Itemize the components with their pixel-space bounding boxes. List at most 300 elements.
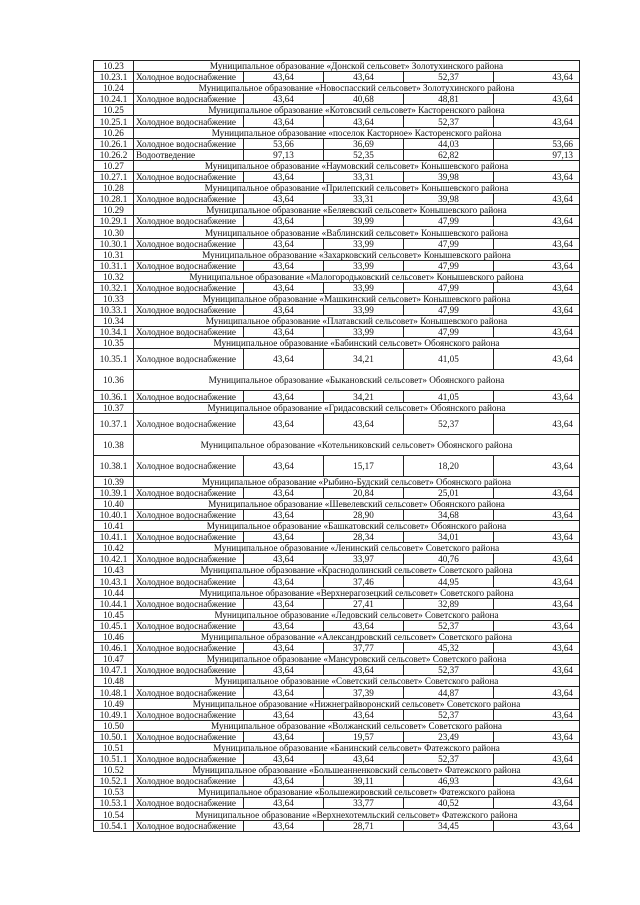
row-number: 10.39.1 <box>94 487 134 498</box>
municipality-row <box>94 370 580 391</box>
municipality-title: Муниципальное образование «Советский сельсовет» Советского района <box>134 676 580 687</box>
municipality-title: Муниципальное образование «Банинский сельсовет» Фатежского района <box>134 742 580 753</box>
tariff-value-2: 37,39 <box>324 687 404 698</box>
row-number: 10.29 <box>94 205 134 216</box>
municipality-row <box>94 271 580 282</box>
row-number: 10.50.1 <box>94 731 134 742</box>
row-number: 10.31.1 <box>94 260 134 271</box>
row-number: 10.23.1 <box>94 72 134 83</box>
tariff-value-4: 43,64 <box>494 349 580 370</box>
tariff-value-3: 41,05 <box>404 391 494 402</box>
municipality-row <box>94 249 580 260</box>
tariff-value-2: 52,35 <box>324 149 404 160</box>
row-number: 10.28.1 <box>94 194 134 205</box>
service-row <box>94 509 580 520</box>
tariff-value-4: 43,64 <box>494 94 580 105</box>
row-number: 10.51 <box>94 742 134 753</box>
municipality-title: Муниципальное образование «Быкановский сельсовет» Обоянского района <box>134 370 580 391</box>
tariff-value-3: 47,99 <box>404 216 494 227</box>
municipality-title: Муниципальное образование «Верхнерагозецкий сельсовет» Советского района <box>134 587 580 598</box>
tariff-value-3: 52,37 <box>404 709 494 720</box>
municipality-title: Муниципальное образование «Донской сельсовет» Золотухинского района <box>134 61 580 72</box>
service-name: Холодное водоснабжение <box>134 327 244 338</box>
municipality-title: Муниципальное образование «Волжанский сельсовет» Советского района <box>134 720 580 731</box>
tariff-value-3: 47,99 <box>404 282 494 293</box>
municipality-row <box>94 476 580 487</box>
service-name: Водоотведение <box>134 149 244 160</box>
tariff-value-3: 47,99 <box>404 327 494 338</box>
municipality-title: Муниципальное образование «Александровский сельсовет» Советского района <box>134 631 580 642</box>
municipality-row <box>94 316 580 327</box>
municipality-row <box>94 720 580 731</box>
tariff-value-4: 43,64 <box>494 216 580 227</box>
tariff-value-4: 43,64 <box>494 820 580 831</box>
service-name: Холодное водоснабжение <box>134 643 244 654</box>
tariff-value-1: 43,64 <box>244 532 324 543</box>
service-row <box>94 709 580 720</box>
row-number: 10.30 <box>94 227 134 238</box>
tariff-value-3: 48,81 <box>404 94 494 105</box>
row-number: 10.43 <box>94 565 134 576</box>
service-name: Холодное водоснабжение <box>134 665 244 676</box>
municipality-title: Муниципальное образование «Бабинский сельсовет» Обоянского района <box>134 338 580 349</box>
row-number: 10.51.1 <box>94 753 134 764</box>
tariff-value-2: 33,99 <box>324 238 404 249</box>
tariff-value-1: 43,64 <box>244 238 324 249</box>
tariff-value-4: 43,64 <box>494 116 580 127</box>
municipality-row <box>94 83 580 94</box>
tariff-value-3: 47,99 <box>404 305 494 316</box>
tariff-value-3: 44,87 <box>404 687 494 698</box>
tariff-value-4: 43,64 <box>494 731 580 742</box>
service-name: Холодное водоснабжение <box>134 94 244 105</box>
municipality-title: Муниципальное образование «Мансуровский сельсовет» Советского района <box>134 654 580 665</box>
service-name: Холодное водоснабжение <box>134 282 244 293</box>
municipality-row <box>94 676 580 687</box>
tariff-value-1: 43,64 <box>244 620 324 631</box>
service-row <box>94 820 580 831</box>
tariff-value-2: 34,21 <box>324 391 404 402</box>
tariff-value-2: 33,77 <box>324 798 404 809</box>
row-number: 10.40.1 <box>94 509 134 520</box>
service-name: Холодное водоснабжение <box>134 487 244 498</box>
municipality-row <box>94 498 580 509</box>
tariff-value-4: 43,64 <box>494 554 580 565</box>
municipality-title: Муниципальное образование «Платавский сельсовет» Конышевского района <box>134 316 580 327</box>
tariff-value-1: 43,64 <box>244 709 324 720</box>
tariff-value-2: 43,64 <box>324 413 404 434</box>
service-name: Холодное водоснабжение <box>134 753 244 764</box>
tariff-value-3: 52,37 <box>404 413 494 434</box>
row-number: 10.45 <box>94 609 134 620</box>
service-row <box>94 349 580 370</box>
service-name: Холодное водоснабжение <box>134 554 244 565</box>
tariff-value-4: 43,64 <box>494 260 580 271</box>
tariff-value-3: 52,37 <box>404 72 494 83</box>
municipality-title: Муниципальное образование «Наумовский сельсовет» Конышевского района <box>134 160 580 171</box>
service-name: Холодное водоснабжение <box>134 413 244 434</box>
municipality-row <box>94 183 580 194</box>
row-number: 10.24.1 <box>94 94 134 105</box>
tariff-value-2: 33,99 <box>324 260 404 271</box>
tariff-value-2: 43,64 <box>324 620 404 631</box>
row-number: 10.36 <box>94 370 134 391</box>
tariff-value-3: 62,82 <box>404 149 494 160</box>
tariff-value-2: 28,34 <box>324 532 404 543</box>
tariff-value-1: 43,64 <box>244 554 324 565</box>
municipality-row <box>94 338 580 349</box>
tariff-value-1: 97,13 <box>244 149 324 160</box>
tariff-value-1: 43,64 <box>244 282 324 293</box>
row-number: 10.28 <box>94 183 134 194</box>
municipality-title: Муниципальное образование «Малогородьковский сельсовет» Конышевского района <box>134 271 580 282</box>
tariff-value-1: 43,64 <box>244 116 324 127</box>
service-row <box>94 776 580 787</box>
row-number: 10.31 <box>94 249 134 260</box>
tariff-value-1: 43,64 <box>244 753 324 764</box>
row-number: 10.33.1 <box>94 305 134 316</box>
municipality-title: Муниципальное образование «Машкинский сельсовет» Конышевского района <box>134 293 580 304</box>
row-number: 10.42.1 <box>94 554 134 565</box>
row-number: 10.49 <box>94 698 134 709</box>
municipality-row <box>94 698 580 709</box>
tariff-value-3: 34,45 <box>404 820 494 831</box>
municipality-row <box>94 205 580 216</box>
service-name: Холодное водоснабжение <box>134 260 244 271</box>
service-row <box>94 138 580 149</box>
tariff-value-1: 53,66 <box>244 138 324 149</box>
tariff-value-2: 33,31 <box>324 171 404 182</box>
tariff-value-4: 43,64 <box>494 753 580 764</box>
service-name: Холодное водоснабжение <box>134 116 244 127</box>
row-number: 10.26.1 <box>94 138 134 149</box>
tariff-value-4: 43,64 <box>494 687 580 698</box>
tariff-value-3: 39,98 <box>404 171 494 182</box>
tariff-value-2: 33,99 <box>324 282 404 293</box>
tariff-value-2: 37,77 <box>324 643 404 654</box>
municipality-title: Муниципальное образование «Большежировский сельсовет» Фатежского района <box>134 787 580 798</box>
tariff-value-1: 43,64 <box>244 72 324 83</box>
municipality-title: Муниципальное образование «Шевелевский сельсовет» Обоянского района <box>134 498 580 509</box>
tariff-value-1: 43,64 <box>244 643 324 654</box>
tariff-value-2: 28,90 <box>324 509 404 520</box>
tariff-value-1: 43,64 <box>244 776 324 787</box>
municipality-title: Муниципальное образование «Рыбино-Будский сельсовет» Обоянского района <box>134 476 580 487</box>
tariff-value-4: 43,64 <box>494 487 580 498</box>
tariff-value-2: 27,41 <box>324 598 404 609</box>
municipality-title: Муниципальное образование «Котельниковский сельсовет» Обоянского района <box>134 434 580 455</box>
municipality-row <box>94 631 580 642</box>
tariff-value-1: 43,64 <box>244 260 324 271</box>
tariff-value-3: 40,76 <box>404 554 494 565</box>
tariff-value-4: 43,64 <box>494 643 580 654</box>
service-name: Холодное водоснабжение <box>134 620 244 631</box>
row-number: 10.47 <box>94 654 134 665</box>
tariff-value-2: 40,68 <box>324 94 404 105</box>
row-number: 10.39 <box>94 476 134 487</box>
row-number: 10.54.1 <box>94 820 134 831</box>
tariff-value-2: 34,21 <box>324 349 404 370</box>
service-name: Холодное водоснабжение <box>134 72 244 83</box>
municipality-row <box>94 127 580 138</box>
tariff-value-1: 43,64 <box>244 798 324 809</box>
row-number: 10.27 <box>94 160 134 171</box>
tariff-value-3: 34,68 <box>404 509 494 520</box>
tariff-value-1: 43,64 <box>244 731 324 742</box>
row-number: 10.44 <box>94 587 134 598</box>
municipality-row <box>94 160 580 171</box>
row-number: 10.48.1 <box>94 687 134 698</box>
tariff-value-2: 43,64 <box>324 753 404 764</box>
tariff-table-body <box>94 61 580 832</box>
service-row <box>94 532 580 543</box>
tariff-value-4: 43,64 <box>494 665 580 676</box>
row-number: 10.29.1 <box>94 216 134 227</box>
tariff-value-3: 47,99 <box>404 260 494 271</box>
row-number: 10.38.1 <box>94 455 134 476</box>
service-name: Холодное водоснабжение <box>134 455 244 476</box>
service-name: Холодное водоснабжение <box>134 138 244 149</box>
service-row <box>94 753 580 764</box>
tariff-value-2: 15,17 <box>324 455 404 476</box>
tariff-value-3: 52,37 <box>404 665 494 676</box>
tariff-value-2: 43,64 <box>324 665 404 676</box>
tariff-value-2: 37,46 <box>324 576 404 587</box>
row-number: 10.43.1 <box>94 576 134 587</box>
row-number: 10.24 <box>94 83 134 94</box>
row-number: 10.30.1 <box>94 238 134 249</box>
row-number: 10.33 <box>94 293 134 304</box>
tariff-value-4: 53,66 <box>494 138 580 149</box>
tariff-value-2: 33,31 <box>324 194 404 205</box>
tariff-value-4: 43,64 <box>494 509 580 520</box>
tariff-value-2: 33,99 <box>324 305 404 316</box>
service-row <box>94 576 580 587</box>
row-number: 10.37.1 <box>94 413 134 434</box>
tariff-value-1: 43,64 <box>244 94 324 105</box>
municipality-row <box>94 105 580 116</box>
tariff-value-1: 43,64 <box>244 413 324 434</box>
tariff-value-1: 43,64 <box>244 455 324 476</box>
tariff-value-1: 43,64 <box>244 327 324 338</box>
tariff-value-1: 43,64 <box>244 576 324 587</box>
service-row <box>94 94 580 105</box>
row-number: 10.46.1 <box>94 643 134 654</box>
service-row <box>94 238 580 249</box>
municipality-title: Муниципальное образование «Нижнеграйворонский сельсовет» Советского района <box>134 698 580 709</box>
row-number: 10.41 <box>94 521 134 532</box>
tariff-value-1: 43,64 <box>244 665 324 676</box>
tariff-value-4: 43,64 <box>494 798 580 809</box>
service-name: Холодное водоснабжение <box>134 687 244 698</box>
service-row <box>94 554 580 565</box>
row-number: 10.27.1 <box>94 171 134 182</box>
service-row <box>94 798 580 809</box>
municipality-row <box>94 587 580 598</box>
tariff-value-3: 32,89 <box>404 598 494 609</box>
tariff-value-3: 44,03 <box>404 138 494 149</box>
tariff-value-2: 43,64 <box>324 72 404 83</box>
service-row <box>94 116 580 127</box>
service-name: Холодное водоснабжение <box>134 820 244 831</box>
tariff-value-2: 39,99 <box>324 216 404 227</box>
tariff-value-4: 43,64 <box>494 171 580 182</box>
row-number: 10.42 <box>94 543 134 554</box>
row-number: 10.52.1 <box>94 776 134 787</box>
service-name: Холодное водоснабжение <box>134 731 244 742</box>
tariff-document-page <box>93 60 579 832</box>
tariff-value-4: 43,64 <box>494 282 580 293</box>
service-row <box>94 149 580 160</box>
municipality-row <box>94 402 580 413</box>
tariff-value-4: 43,64 <box>494 391 580 402</box>
service-name: Холодное водоснабжение <box>134 171 244 182</box>
municipality-title: Муниципальное образование «Краснодолинский сельсовет» Советского района <box>134 565 580 576</box>
tariff-value-2: 33,99 <box>324 327 404 338</box>
row-number: 10.40 <box>94 498 134 509</box>
tariff-value-3: 52,37 <box>404 116 494 127</box>
service-name: Холодное водоснабжение <box>134 709 244 720</box>
row-number: 10.25.1 <box>94 116 134 127</box>
service-row <box>94 391 580 402</box>
tariff-value-2: 19,57 <box>324 731 404 742</box>
tariff-value-3: 40,52 <box>404 798 494 809</box>
tariff-value-3: 52,37 <box>404 753 494 764</box>
row-number: 10.34 <box>94 316 134 327</box>
tariff-value-1: 43,64 <box>244 509 324 520</box>
tariff-value-2: 28,71 <box>324 820 404 831</box>
municipality-row <box>94 787 580 798</box>
service-row <box>94 260 580 271</box>
tariff-value-2: 36,69 <box>324 138 404 149</box>
municipality-title: Муниципальное образование «Ваблинский сельсовет» Конышевского района <box>134 227 580 238</box>
row-number: 10.34.1 <box>94 327 134 338</box>
service-row <box>94 665 580 676</box>
row-number: 10.36.1 <box>94 391 134 402</box>
service-name: Холодное водоснабжение <box>134 776 244 787</box>
tariff-value-1: 43,64 <box>244 305 324 316</box>
service-row <box>94 620 580 631</box>
row-number: 10.38 <box>94 434 134 455</box>
tariff-value-4: 43,64 <box>494 72 580 83</box>
row-number: 10.53 <box>94 787 134 798</box>
tariff-value-4: 43,64 <box>494 238 580 249</box>
tariff-value-3: 41,05 <box>404 349 494 370</box>
tariff-value-2: 39,11 <box>324 776 404 787</box>
municipality-row <box>94 654 580 665</box>
tariff-value-4: 43,64 <box>494 576 580 587</box>
municipality-title: Муниципальное образование «Ленинский сельсовет» Советского района <box>134 543 580 554</box>
service-name: Холодное водоснабжение <box>134 391 244 402</box>
row-number: 10.52 <box>94 765 134 776</box>
tariff-value-2: 43,64 <box>324 116 404 127</box>
row-number: 10.35 <box>94 338 134 349</box>
row-number: 10.37 <box>94 402 134 413</box>
municipality-row <box>94 543 580 554</box>
tariff-value-3: 25,01 <box>404 487 494 498</box>
row-number: 10.46 <box>94 631 134 642</box>
row-number: 10.47.1 <box>94 665 134 676</box>
tariff-value-3: 52,37 <box>404 620 494 631</box>
service-row <box>94 487 580 498</box>
service-name: Холодное водоснабжение <box>134 598 244 609</box>
municipality-row <box>94 809 580 820</box>
tariff-value-3: 47,99 <box>404 238 494 249</box>
tariff-value-3: 18,20 <box>404 455 494 476</box>
municipality-row <box>94 565 580 576</box>
tariff-value-1: 43,64 <box>244 349 324 370</box>
tariff-value-1: 43,64 <box>244 687 324 698</box>
tariff-value-2: 33,97 <box>324 554 404 565</box>
row-number: 10.49.1 <box>94 709 134 720</box>
tariff-value-3: 39,98 <box>404 194 494 205</box>
tariff-value-3: 23,49 <box>404 731 494 742</box>
tariff-value-4: 43,64 <box>494 194 580 205</box>
service-name: Холодное водоснабжение <box>134 194 244 205</box>
service-row <box>94 305 580 316</box>
tariff-value-1: 43,64 <box>244 391 324 402</box>
service-row <box>94 72 580 83</box>
service-name: Холодное водоснабжение <box>134 576 244 587</box>
tariff-value-1: 43,64 <box>244 194 324 205</box>
tariff-value-1: 43,64 <box>244 598 324 609</box>
tariff-value-3: 34,01 <box>404 532 494 543</box>
tariff-value-4: 97,13 <box>494 149 580 160</box>
row-number: 10.26 <box>94 127 134 138</box>
tariff-value-1: 43,64 <box>244 216 324 227</box>
municipality-row <box>94 742 580 753</box>
municipality-row <box>94 521 580 532</box>
service-row <box>94 731 580 742</box>
municipality-title: Муниципальное образование «Прилепский сельсовет» Конышевского района <box>134 183 580 194</box>
service-name: Холодное водоснабжение <box>134 509 244 520</box>
municipality-title: Муниципальное образование «поселок Касторное» Касторенского района <box>134 127 580 138</box>
service-name: Холодное водоснабжение <box>134 349 244 370</box>
row-number: 10.32 <box>94 271 134 282</box>
tariff-table <box>93 60 580 832</box>
tariff-value-2: 43,64 <box>324 709 404 720</box>
row-number: 10.23 <box>94 61 134 72</box>
tariff-value-4: 43,64 <box>494 598 580 609</box>
tariff-value-1: 43,64 <box>244 487 324 498</box>
row-number: 10.25 <box>94 105 134 116</box>
service-name: Холодное водоснабжение <box>134 238 244 249</box>
service-row <box>94 171 580 182</box>
row-number: 10.54 <box>94 809 134 820</box>
row-number: 10.45.1 <box>94 620 134 631</box>
tariff-value-4: 43,64 <box>494 413 580 434</box>
service-row <box>94 216 580 227</box>
tariff-value-4: 43,64 <box>494 776 580 787</box>
tariff-value-4: 43,64 <box>494 305 580 316</box>
municipality-title: Муниципальное образование «Новоспасский сельсовет» Золотухинского района <box>134 83 580 94</box>
service-row <box>94 687 580 698</box>
service-name: Холодное водоснабжение <box>134 216 244 227</box>
tariff-value-1: 43,64 <box>244 820 324 831</box>
tariff-value-1: 43,64 <box>244 171 324 182</box>
row-number: 10.35.1 <box>94 349 134 370</box>
service-row <box>94 282 580 293</box>
municipality-row <box>94 293 580 304</box>
row-number: 10.32.1 <box>94 282 134 293</box>
service-name: Холодное водоснабжение <box>134 798 244 809</box>
municipality-title: Муниципальное образование «Башкатовский сельсовет» Обоянского района <box>134 521 580 532</box>
service-row <box>94 327 580 338</box>
service-name: Холодное водоснабжение <box>134 305 244 316</box>
municipality-row <box>94 227 580 238</box>
tariff-value-4: 43,64 <box>494 709 580 720</box>
tariff-value-3: 45,32 <box>404 643 494 654</box>
